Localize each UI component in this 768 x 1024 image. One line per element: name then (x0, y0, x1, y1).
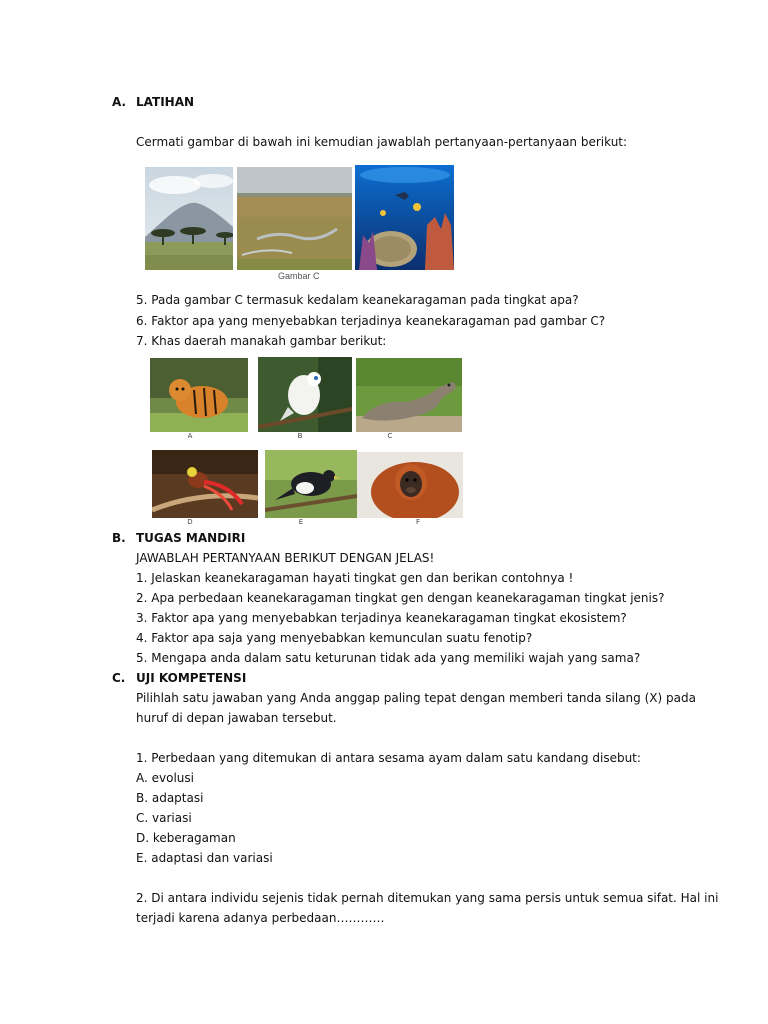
animal-label-f: F (415, 518, 421, 526)
uji-q1-option-b: B. adaptasi (136, 791, 204, 805)
animal-label-a: A (187, 432, 193, 440)
section-a-letter: A. (112, 95, 127, 109)
black-bird-photo (265, 450, 357, 518)
uji-question-2-line2: terjadi karena adanya perbedaan………… (136, 911, 385, 925)
animal-label-c: C (387, 432, 393, 440)
section-c-instruction-line1: Pilihlah satu jawaban yang Anda anggap paling tepat dengan memberi tanda silang (X) pada (136, 691, 696, 705)
coral-reef-photo (355, 165, 454, 270)
wetland-photo (237, 167, 352, 270)
tugas-question-5: 5. Mengapa anda dalam satu keturunan tidak ada yang memiliki wajah yang sama? (136, 651, 641, 665)
savanna-photo (145, 167, 233, 270)
animal-label-b: B (297, 432, 303, 440)
animal-label-d: D (187, 518, 193, 526)
uji-q1-option-c: C. variasi (136, 811, 192, 825)
uji-q1-option-a: A. evolusi (136, 771, 194, 785)
starling-photo (258, 357, 352, 432)
animal-label-e: E (298, 518, 304, 526)
uji-question-2-line1: 2. Di antara individu sejenis tidak pernah ditemukan yang sama persis untuk semua sifat. Hal ini (136, 891, 719, 905)
uji-q1-option-e: E. adaptasi dan variasi (136, 851, 273, 865)
section-a-intro: Cermati gambar di bawah ini kemudian jawablah pertanyaan-pertanyaan berikut: (136, 135, 628, 149)
uji-question-1: 1. Perbedaan yang ditemukan di antara sesama ayam dalam satu kandang disebut: (136, 751, 641, 765)
figure-caption: Gambar C (278, 271, 320, 281)
tiger-photo (150, 358, 248, 432)
tugas-question-2: 2. Apa perbedaan keanekaragaman tingkat gen dengan keanekaragaman tingkat jenis? (136, 591, 665, 605)
section-a-title: LATIHAN (136, 95, 195, 109)
tugas-question-4: 4. Faktor apa saja yang menyebabkan kemunculan suatu fenotip? (136, 631, 533, 645)
bird-of-paradise-photo (152, 450, 258, 518)
section-c-title: UJI KOMPETENSI (136, 671, 247, 685)
question-7: 7. Khas daerah manakah gambar berikut: (136, 334, 387, 348)
section-b-instruction: JAWABLAH PERTANYAAN BERIKUT DENGAN JELAS! (136, 551, 435, 565)
tugas-question-3: 3. Faktor apa yang menyebabkan terjadinya keanekaragaman tingkat ekosistem? (136, 611, 627, 625)
komodo-photo (356, 358, 462, 432)
question-6: 6. Faktor apa yang menyebabkan terjadinya keanekaragaman pad gambar C? (136, 314, 606, 328)
uji-q1-option-d: D. keberagaman (136, 831, 236, 845)
orangutan-photo (357, 452, 463, 518)
question-5: 5. Pada gambar C termasuk kedalam keanekaragaman pada tingkat apa? (136, 293, 579, 307)
section-c-instruction-line2: huruf di depan jawaban tersebut. (136, 711, 337, 725)
section-b-title: TUGAS MANDIRI (136, 531, 246, 545)
tugas-question-1: 1. Jelaskan keanekaragaman hayati tingkat gen dan berikan contohnya ! (136, 571, 574, 585)
section-b-letter: B. (112, 531, 126, 545)
section-c-letter: C. (112, 671, 126, 685)
